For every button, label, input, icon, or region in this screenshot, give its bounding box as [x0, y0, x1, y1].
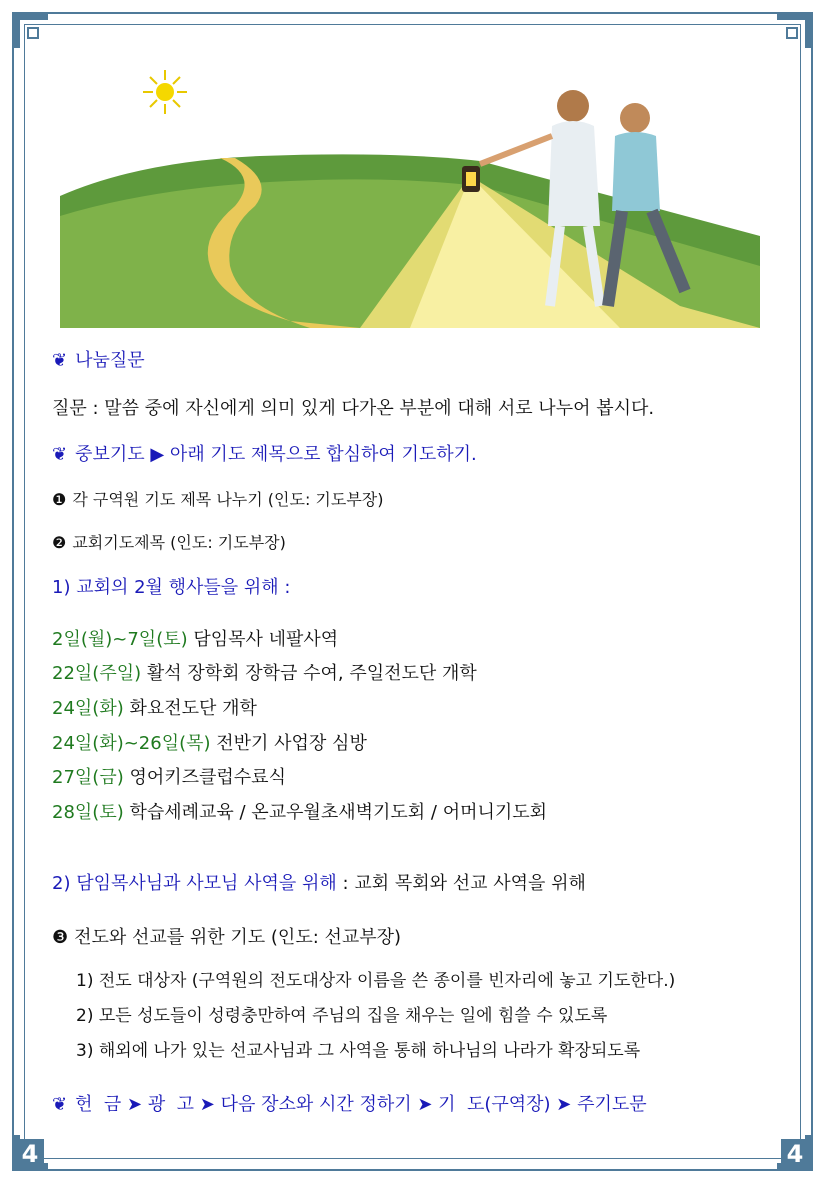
- mission-item: 1) 전도 대상자 (구역원의 전도대상자 이름을 쓴 종이를 빈자리에 놓고 기도한다.): [76, 971, 676, 991]
- corner-ornament-icon: [777, 14, 811, 48]
- prayer-item-2: ❷ 교회기도제목 (인도: 기도부장): [52, 533, 286, 552]
- leaf-ornament-icon: ❦: [52, 1094, 68, 1115]
- page-number: 4: [781, 1139, 809, 1169]
- event-row: 22일(주일) 활석 장학회 장학금 수여, 주일전도단 개학: [52, 663, 477, 684]
- page-number: 4: [16, 1139, 44, 1169]
- event-row: 28일(토) 학습세례교육 / 온교우월초새벽기도회 / 어머니기도회: [52, 802, 548, 823]
- illustration-lantern-path: [60, 66, 760, 328]
- event-row: 24일(화) 화요전도단 개학: [52, 698, 257, 719]
- church-events-title: 1) 교회의 2월 행사들을 위해 :: [52, 577, 291, 598]
- corner-ornament-icon: [14, 14, 48, 48]
- mission-item: 3) 해외에 나가 있는 선교사님과 그 사역을 통해 하나님의 나라가 확장되도록: [76, 1041, 641, 1061]
- event-row: 2일(월)~7일(토) 담임목사 네팔사역: [52, 629, 339, 650]
- mission-item: 2) 모든 성도들이 성령충만하여 주님의 집을 채우는 일에 힘쓸 수 있도록: [76, 1006, 608, 1026]
- pastor-prayer: 2) 담임목사님과 사모님 사역을 위해 : 교회 목회와 선교 사역을 위해: [52, 873, 586, 894]
- event-row: 24일(화)~26일(목) 전반기 사업장 심방: [52, 733, 367, 754]
- order-of-service: ❦ 헌 금 ➤ 광 고 ➤ 다음 장소와 시간 정하기 ➤ 기 도(구역장) ➤ 주기도문: [52, 1094, 647, 1115]
- sun-icon: [143, 70, 187, 114]
- sharing-heading: ❦ 나눔질문: [52, 350, 145, 371]
- leaf-ornament-icon: ❦: [52, 444, 68, 465]
- leaf-ornament-icon: ❦: [52, 350, 68, 371]
- prayer-item-3: ❸ 전도와 선교를 위한 기도 (인도: 선교부장): [52, 927, 402, 948]
- prayer-item-1: ❶ 각 구역원 기도 제목 나누기 (인도: 기도부장): [52, 490, 384, 509]
- sharing-question: 질문 : 말씀 중에 자신에게 의미 있게 다가온 부분에 대해 서로 나누어 봅시다.: [52, 398, 655, 419]
- intercession-heading: ❦ 중보기도 ▶ 아래 기도 제목으로 합심하여 기도하기.: [52, 444, 477, 465]
- event-row: 27일(금) 영어키즈클럽수료식: [52, 767, 286, 788]
